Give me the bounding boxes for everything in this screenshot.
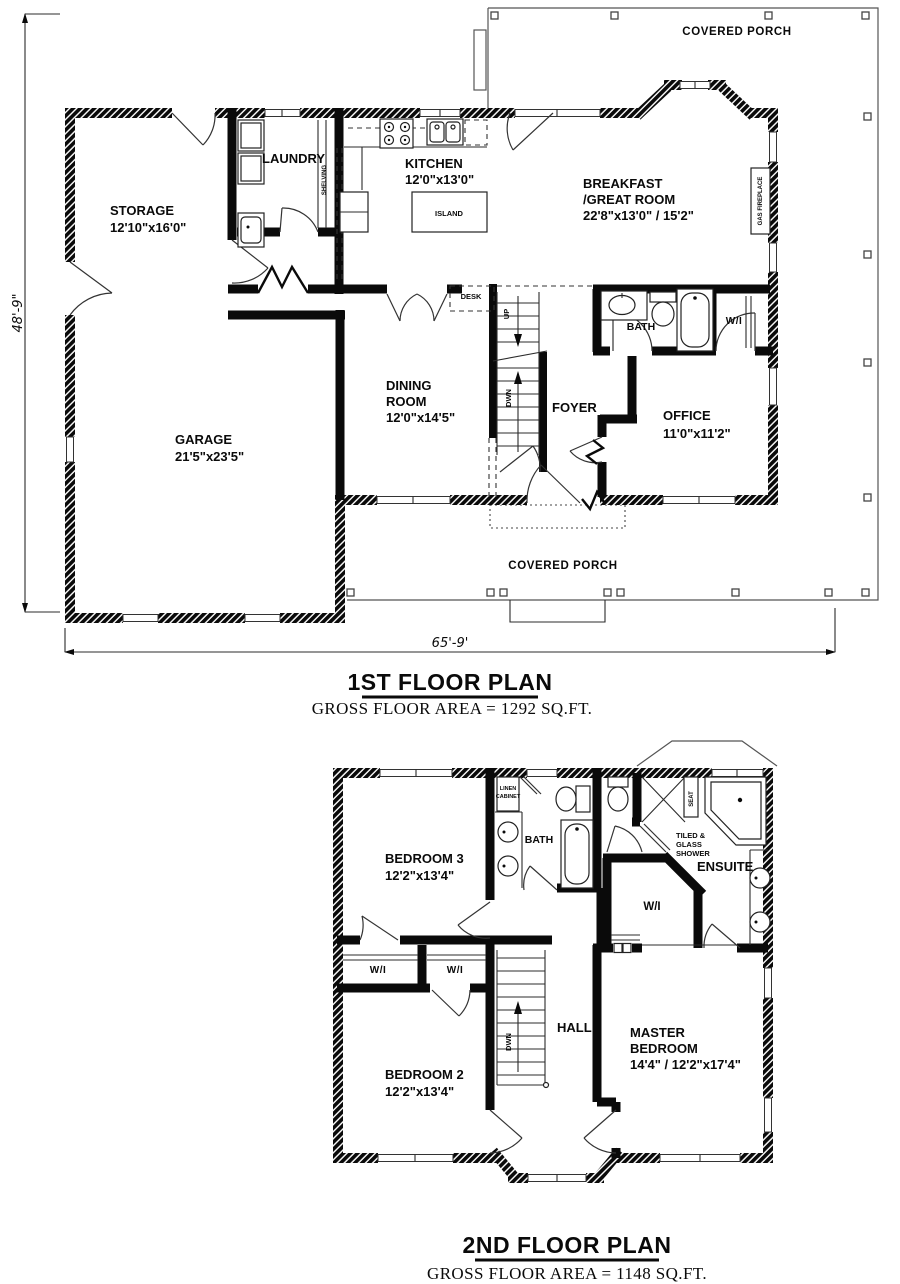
label-ensuite: ENSUITE — [697, 859, 754, 874]
label-dining-1: DINING — [386, 378, 432, 393]
label-master-2: BEDROOM — [630, 1041, 698, 1056]
label-stairs-up: UP — [502, 308, 511, 320]
label-foyer: FOYER — [552, 400, 597, 415]
label-storage-dims: 12'10"x16'0" — [110, 220, 187, 235]
label-bedroom3: BEDROOM 3 — [385, 851, 464, 866]
label-wi-2: W/I — [446, 965, 464, 976]
label-office: OFFICE — [663, 408, 711, 423]
first-floor-plan — [11, 8, 878, 718]
label-shower-2: GLASS — [676, 840, 702, 849]
label-dining-dims: 12'0"x14'5" — [386, 410, 456, 425]
label-bedroom2: BEDROOM 2 — [385, 1067, 464, 1082]
label-shower-1: TILED & — [676, 831, 706, 840]
dim-height: 48'-9" — [11, 293, 26, 333]
first-floor-subtitle: GROSS FLOOR AREA = 1292 SQ.FT. — [311, 699, 593, 718]
label-breakfast-2: /GREAT ROOM — [583, 192, 676, 207]
second-floor-plan — [333, 741, 777, 1283]
label-wi-closet: W/I — [725, 316, 743, 327]
label-dining-2: ROOM — [386, 394, 427, 409]
label-bath: BATH — [626, 321, 656, 333]
label-master-1: MASTER — [630, 1025, 685, 1040]
label-bedroom2-dims: 12'2"x13'4" — [385, 1084, 455, 1099]
label-breakfast-dims: 22'8"x13'0" / 15'2" — [583, 208, 694, 223]
label-gas-fireplace: GAS FIREPLACE — [758, 176, 764, 226]
label-shower-3: SHOWER — [676, 849, 710, 858]
label-master-dims: 14'4" / 12'2"x17'4" — [630, 1057, 741, 1072]
label-stairs-dwn-2: DWN — [504, 1033, 513, 1051]
second-floor-subtitle: GROSS FLOOR AREA = 1148 SQ.FT. — [427, 1264, 707, 1283]
label-covered-porch-bottom: COVERED PORCH — [508, 560, 618, 572]
label-seat: SEAT — [689, 791, 695, 807]
exterior-walls-2 — [333, 768, 773, 1180]
label-hall: HALL — [557, 1020, 592, 1035]
label-storage: STORAGE — [110, 203, 175, 218]
label-breakfast-1: BREAKFAST — [583, 176, 663, 191]
bay-roof-lines — [637, 741, 777, 766]
staircase-2 — [497, 950, 549, 1088]
label-wi-master: W/I — [643, 901, 661, 913]
label-linen-2: CABINET — [495, 794, 521, 800]
label-island: ISLAND — [435, 209, 463, 218]
label-desk: DESK — [460, 292, 482, 301]
label-linen-1: LINEN — [499, 786, 517, 792]
label-bath2: BATH — [524, 834, 554, 846]
label-shelving: SHELVING — [322, 164, 328, 196]
label-covered-porch-top: COVERED PORCH — [682, 26, 792, 38]
label-kitchen-dims: 12'0"x13'0" — [405, 172, 475, 187]
label-kitchen: KITCHEN — [405, 156, 463, 171]
label-garage-dims: 21'5"x23'5" — [175, 449, 245, 464]
first-floor-title: 1ST FLOOR PLAN — [347, 669, 553, 695]
label-stairs-dwn: DWN — [504, 389, 513, 407]
second-floor-title: 2ND FLOOR PLAN — [462, 1232, 672, 1258]
label-laundry: LAUNDRY — [262, 151, 326, 166]
label-bedroom3-dims: 12'2"x13'4" — [385, 868, 455, 883]
interior-walls-2 — [337, 768, 768, 1158]
dim-width: 65'-9' — [431, 636, 469, 651]
label-office-dims: 11'0"x11'2" — [663, 426, 731, 441]
label-wi-1: W/I — [369, 965, 387, 976]
label-garage: GARAGE — [175, 432, 233, 447]
